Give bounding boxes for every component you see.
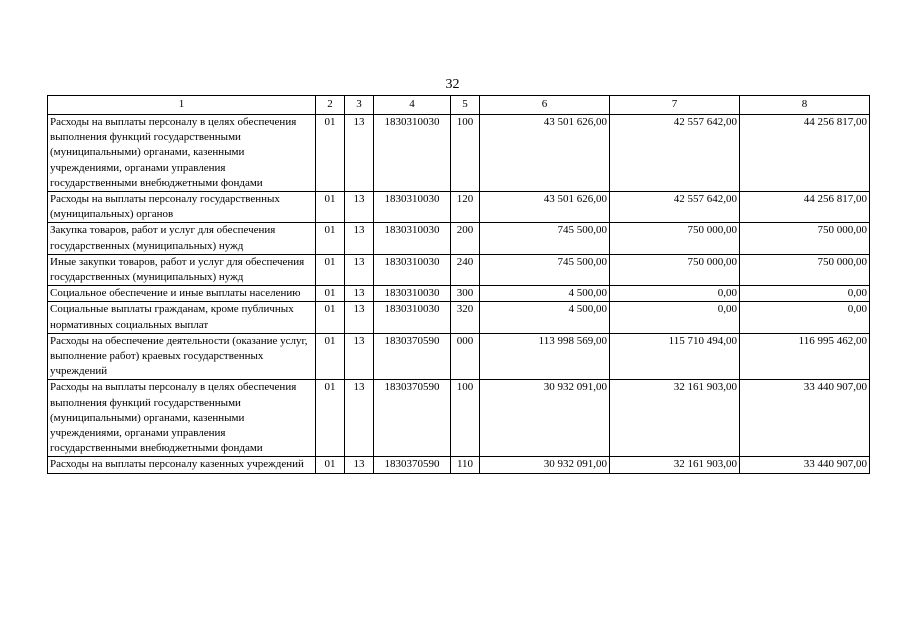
- subsection-code-cell: 13: [345, 115, 374, 192]
- amount-col8-cell: 116 995 462,00: [740, 333, 870, 380]
- table-row: [48, 457, 870, 473]
- row-name-cell: Закупка товаров, работ и услуг для обеспечения государственных (муниципальных) нужд: [48, 223, 316, 254]
- expense-type-cell: 300: [451, 286, 480, 302]
- amount-col8-cell: 44 256 817,00: [740, 192, 870, 223]
- subsection-code-cell: 13: [345, 457, 374, 473]
- column-header: 3: [345, 96, 374, 115]
- amount-col8-cell: 0,00: [740, 286, 870, 302]
- amount-col6-cell: 745 500,00: [480, 254, 610, 285]
- amount-col7-cell: 115 710 494,00: [610, 333, 740, 380]
- section-code-cell: 01: [316, 333, 345, 380]
- table-row: [48, 333, 870, 380]
- subsection-code-cell: 13: [345, 302, 374, 333]
- target-article-cell: 1830310030: [374, 192, 451, 223]
- row-name-cell: Социальные выплаты гражданам, кроме публичных нормативных социальных выплат: [48, 302, 316, 333]
- amount-col6-cell: 30 932 091,00: [480, 457, 610, 473]
- amount-col7-cell: 42 557 642,00: [610, 192, 740, 223]
- expense-type-cell: 100: [451, 115, 480, 192]
- amount-col8-cell: 0,00: [740, 302, 870, 333]
- target-article-cell: 1830310030: [374, 302, 451, 333]
- section-code-cell: 01: [316, 302, 345, 333]
- target-article-cell: 1830310030: [374, 115, 451, 192]
- expense-type-cell: 240: [451, 254, 480, 285]
- row-name-cell: Расходы на выплаты персоналу в целях обеспечения выполнения функций государственными (муниципальными) органами, казенными учреждениями, органами управления государственными внебюджетными фондами: [48, 380, 316, 457]
- expense-type-cell: 000: [451, 333, 480, 380]
- amount-col6-cell: 43 501 626,00: [480, 192, 610, 223]
- table-row: [48, 302, 870, 333]
- row-name-cell: Социальное обеспечение и иные выплаты населению: [48, 286, 316, 302]
- table-row: [48, 192, 870, 223]
- expense-type-cell: 320: [451, 302, 480, 333]
- row-name-cell: Расходы на выплаты персоналу государственных (муниципальных) органов: [48, 192, 316, 223]
- subsection-code-cell: 13: [345, 254, 374, 285]
- expense-type-cell: 200: [451, 223, 480, 254]
- section-code-cell: 01: [316, 223, 345, 254]
- page-number: 32: [445, 77, 460, 92]
- amount-col6-cell: 113 998 569,00: [480, 333, 610, 380]
- amount-col7-cell: 0,00: [610, 302, 740, 333]
- amount-col7-cell: 0,00: [610, 286, 740, 302]
- table-row: [48, 286, 870, 302]
- table-row: [48, 380, 870, 457]
- amount-col8-cell: 33 440 907,00: [740, 380, 870, 457]
- target-article-cell: 1830310030: [374, 254, 451, 285]
- amount-col7-cell: 32 161 903,00: [610, 380, 740, 457]
- subsection-code-cell: 13: [345, 223, 374, 254]
- expense-type-cell: 110: [451, 457, 480, 473]
- amount-col6-cell: 30 932 091,00: [480, 380, 610, 457]
- column-header: 1: [48, 96, 316, 115]
- amount-col8-cell: 750 000,00: [740, 254, 870, 285]
- column-header: 7: [610, 96, 740, 115]
- amount-col7-cell: 750 000,00: [610, 254, 740, 285]
- target-article-cell: 1830310030: [374, 286, 451, 302]
- amount-col6-cell: 4 500,00: [480, 286, 610, 302]
- amount-col8-cell: 750 000,00: [740, 223, 870, 254]
- column-header: 8: [740, 96, 870, 115]
- header-row: [48, 96, 870, 115]
- amount-col8-cell: 44 256 817,00: [740, 115, 870, 192]
- column-header: 2: [316, 96, 345, 115]
- column-header: 6: [480, 96, 610, 115]
- section-code-cell: 01: [316, 254, 345, 285]
- amount-col6-cell: 4 500,00: [480, 302, 610, 333]
- target-article-cell: 1830370590: [374, 333, 451, 380]
- table-row: [48, 115, 870, 192]
- target-article-cell: 1830310030: [374, 223, 451, 254]
- section-code-cell: 01: [316, 286, 345, 302]
- row-name-cell: Расходы на выплаты персоналу в целях обеспечения выполнения функций государственными (муниципальными) органами, казенными учреждениями, органами управления государственными внебюджетными фондами: [48, 115, 316, 192]
- row-name-cell: Расходы на обеспечение деятельности (оказание услуг, выполнение работ) краевых государственных учреждений: [48, 333, 316, 380]
- amount-col6-cell: 43 501 626,00: [480, 115, 610, 192]
- column-header: 5: [451, 96, 480, 115]
- subsection-code-cell: 13: [345, 333, 374, 380]
- column-header: 4: [374, 96, 451, 115]
- expense-type-cell: 120: [451, 192, 480, 223]
- row-name-cell: Расходы на выплаты персоналу казенных учреждений: [48, 457, 316, 473]
- section-code-cell: 01: [316, 115, 345, 192]
- subsection-code-cell: 13: [345, 286, 374, 302]
- section-code-cell: 01: [316, 192, 345, 223]
- amount-col7-cell: 32 161 903,00: [610, 457, 740, 473]
- section-code-cell: 01: [316, 457, 345, 473]
- amount-col8-cell: 33 440 907,00: [740, 457, 870, 473]
- amount-col7-cell: 750 000,00: [610, 223, 740, 254]
- section-code-cell: 01: [316, 380, 345, 457]
- table-row: [48, 254, 870, 285]
- amount-col7-cell: 42 557 642,00: [610, 115, 740, 192]
- budget-table: [47, 95, 870, 474]
- amount-col6-cell: 745 500,00: [480, 223, 610, 254]
- expense-type-cell: 100: [451, 380, 480, 457]
- row-name-cell: Иные закупки товаров, работ и услуг для обеспечения государственных (муниципальных) нужд: [48, 254, 316, 285]
- target-article-cell: 1830370590: [374, 457, 451, 473]
- subsection-code-cell: 13: [345, 192, 374, 223]
- subsection-code-cell: 13: [345, 380, 374, 457]
- target-article-cell: 1830370590: [374, 380, 451, 457]
- table-row: [48, 223, 870, 254]
